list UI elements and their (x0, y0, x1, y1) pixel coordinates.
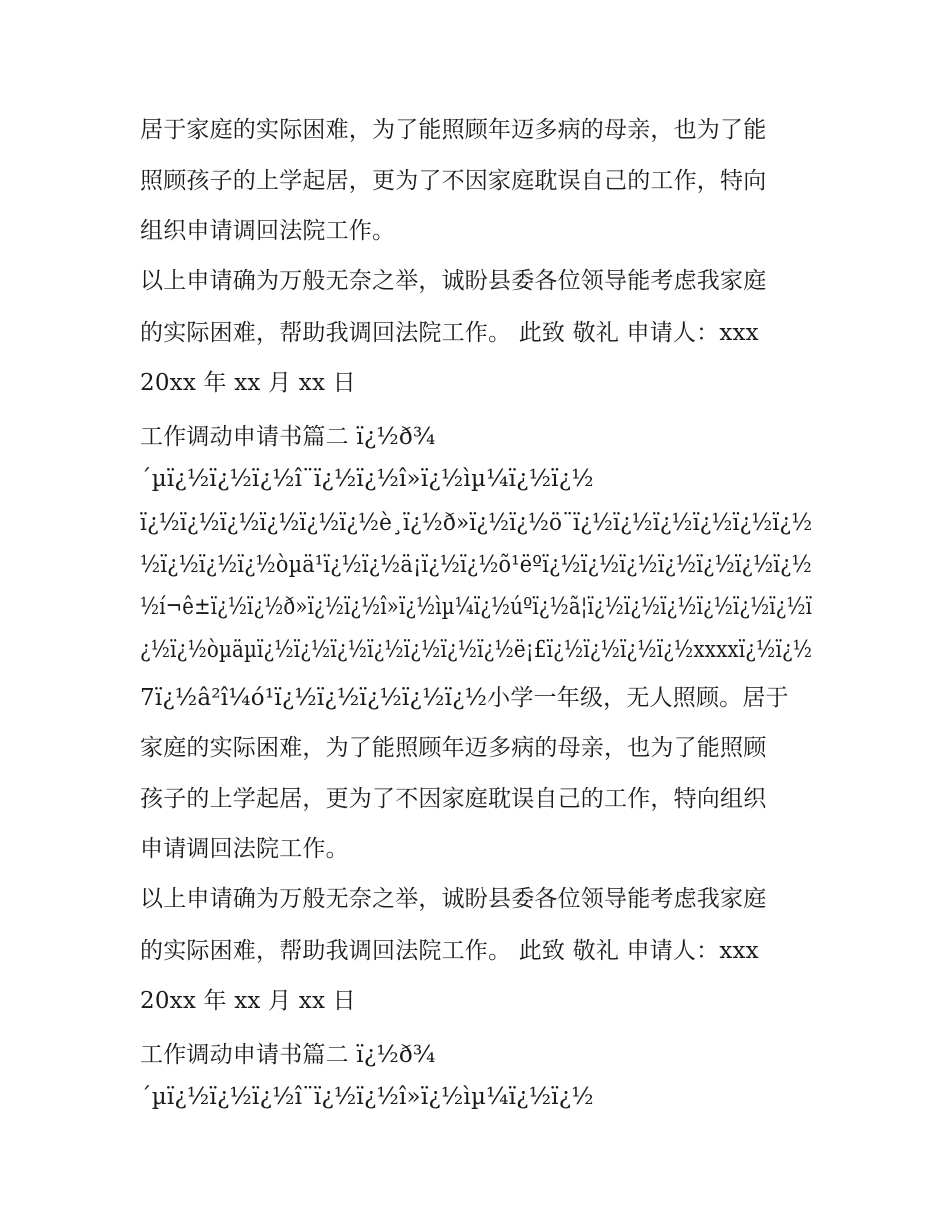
section-heading: 工作调动申请书篇二 ï¿½ð¾ (140, 424, 436, 450)
text-line: 的实际困难，帮助我调回法院工作。 此致 敬礼 申请人：xxx (140, 938, 759, 964)
garbled-text-line: ´µï¿½ï¿½ï¿½î¨ï¿½ï¿½î»ï¿½ìµ¼ï¿½ï¿½ (140, 466, 594, 492)
date-line: 20xx 年 xx 月 xx 日 (140, 370, 356, 396)
text-line: 7ï¿½â²î¼ó¹ï¿½ï¿½ï¿½ï¿½ï¿½小学一年级，无人照顾。居于 (140, 685, 789, 711)
text-line: 居于家庭的实际困难，为了能照顾年迈多病的母亲，也为了能 (140, 117, 767, 143)
text-line: 以上申请确为万般无奈之举，诚盼县委各位领导能考虑我家庭 (140, 268, 767, 294)
text-line: 的实际困难，帮助我调回法院工作。 此致 敬礼 申请人：xxx (140, 320, 759, 346)
garbled-text-line: ´µï¿½ï¿½ï¿½î¨ï¿½ï¿½î»ï¿½ìµ¼ï¿½ï¿½ (140, 1084, 594, 1110)
text-line: 孩子的上学起居，更为了不因家庭耽误自己的工作，特向组织 (140, 786, 767, 812)
date-line: 20xx 年 xx 月 xx 日 (140, 988, 356, 1014)
text-line: 组织申请调回法院工作。 (140, 218, 396, 244)
section-heading: 工作调动申请书篇二 ï¿½ð¾ (140, 1042, 436, 1068)
text-line: 申请调回法院工作。 (140, 836, 349, 862)
text-line: 以上申请确为万般无奈之举，诚盼县委各位领导能考虑我家庭 (140, 886, 767, 912)
text-line: 照顾孩子的上学起居，更为了不因家庭耽误自己的工作，特向 (140, 168, 767, 194)
garbled-text-line: ½í¬ê±ï¿½ï¿½ð»ï¿½ï¿½î»ï¿½ìµ¼ï¿½úºï¿½ã¦ï¿½ï¿½ï¿½ï¿½ï¿½ï¿½ï (140, 594, 813, 620)
garbled-text-line: ¿½ï¿½òµäµï¿½ï¿½ï¿½ï¿½ï¿½ï¿½ï¿½ë¡£ï¿½ï¿½ï¿½ï¿½xxxxï¿½ï¿½ (140, 637, 813, 663)
text-line: 家庭的实际困难，为了能照顾年迈多病的母亲，也为了能照顾 (140, 735, 767, 761)
garbled-text-line: ï¿½ï¿½ï¿½ï¿½ï¿½ï¿½è¸ï¿½ð»ï¿½ï¿½ö¨ï¿½ï¿½ï¿½ï¿½ï¿½ï¿½ (140, 510, 813, 536)
garbled-text-line: ½ï¿½ï¿½ï¿½òµä¹ï¿½ï¿½ä¡ï¿½ï¿½õ¹ëºï¿½ï¿½ï¿½ï¿½ï¿½ï¿½ï¿½ (140, 552, 812, 578)
